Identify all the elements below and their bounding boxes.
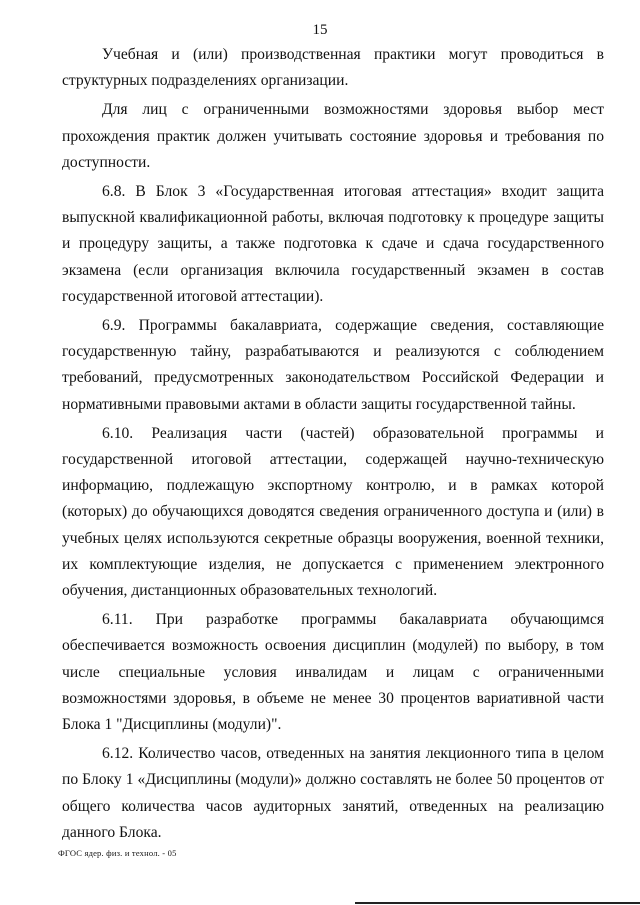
paragraph-practice-units: Учебная и (или) производственная практики могут проводиться в структурных подразделениях организации. — [62, 46, 604, 90]
footer-document-code: ФГОС ядер. физ. и технол. - 05 — [58, 848, 177, 858]
paragraph-6-9: 6.9. Программы бакалавриата, содержащие сведения, составляющие государственную тайну, разрабатываются и реализуются с соблюдением требований, предусмотренных законодательством Российской Федерации и нормативными правовыми актами в области защиты государственной тайны. — [62, 317, 604, 413]
page-number: 15 — [312, 22, 328, 38]
paragraph-disabled-practice: Для лиц с ограниченными возможностями здоровья выбор мест прохождения практик должен учитывать состояние здоровья и требования по доступности. — [62, 101, 604, 171]
paragraph-6-8: 6.8. В Блок 3 «Государственная итоговая аттестация» входит защита выпускной квалификационной работы, включая подготовку к процедуре защиты и процедуру защиты, а также подготовка к сдаче и сдача государственного экзамена (если организация включила государственный экзамен в состав государственной итоговой аттестации). — [62, 183, 604, 305]
scan-edge-line — [355, 902, 640, 904]
paragraph-6-10: 6.10. Реализация части (частей) образовательной программы и государственной итоговой аттестации, содержащей научно-техническую информацию, подлежащую экспортному контролю, и в рамках которой (которых) до обучающихся доводятся сведения ограниченного доступа и (или) в учебных целях используются секретные образцы вооружения, военной техники, их комплектующие изделия, не допускается с применением электронного обучения, дистанционных образовательных технологий. — [62, 424, 604, 600]
paragraph-6-12: 6.12. Количество часов, отведенных на занятия лекционного типа в целом по Блоку 1 «Дисциплины (модули)» должно составлять не более 50 процентов от общего количества часов аудиторных занятий, отведенных на реализацию данного Блока. — [62, 745, 604, 841]
paragraph-6-11: 6.11. При разработке программы бакалавриата обучающимся обеспечивается возможность освоения дисциплин (модулей) по выбору, в том числе специальные условия инвалидам и лицам с ограниченными возможностями здоровья, в объеме не менее 30 процентов вариативной части Блока 1 "Дисциплины (модули)". — [62, 611, 604, 734]
document-body — [62, 42, 604, 849]
